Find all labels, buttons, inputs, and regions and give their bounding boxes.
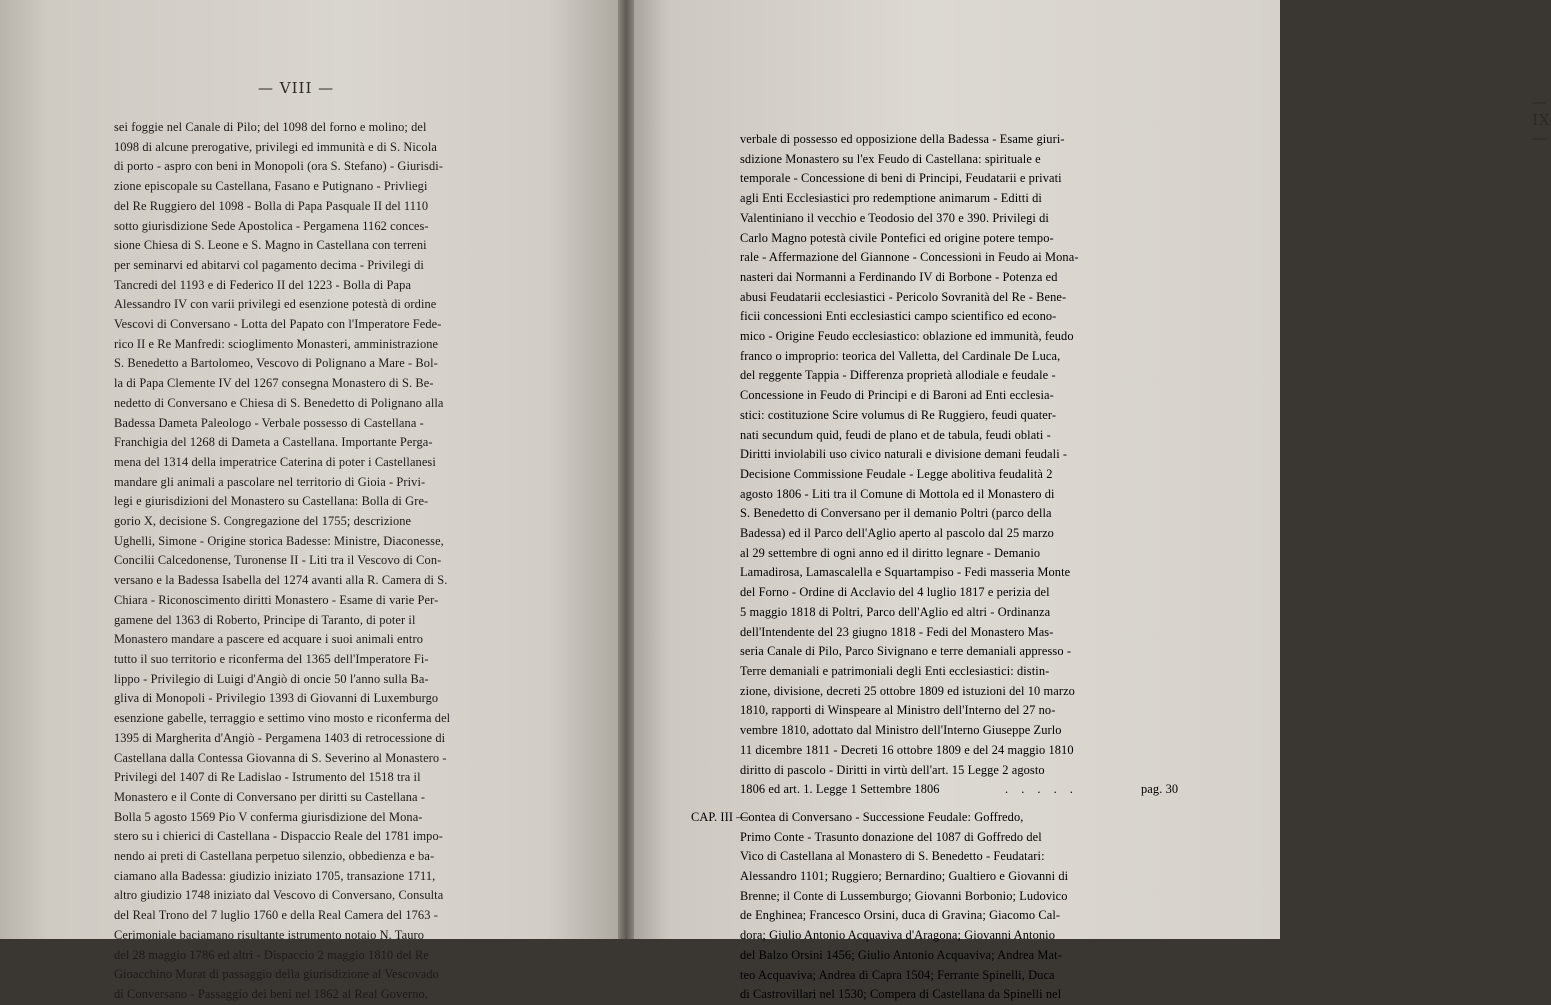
text-line: tutto il suo territorio e riconferma del 1365 dell'Imperatore Fi- <box>114 651 429 666</box>
text-line: lippo - Privilegio di Luigi d'Angiò di oncie 50 l'anno sulla Ba- <box>114 671 429 686</box>
text-line: de Enghinea; Francesco Orsini, duca di Gravina; Giacomo Cal- <box>740 908 1061 923</box>
text-line: agosto 1806 - Liti tra il Comune di Mottola ed il Monastero di <box>740 486 1055 501</box>
text-line: zione episcopale su Castellana, Fasano e Putignano - Privliegi <box>114 179 428 194</box>
text-line: ficii concessioni Enti ecclesiastici campo scientifico ed econo- <box>740 309 1057 324</box>
left-page-text <box>114 118 490 1005</box>
text-line: 1810, rapporti di Winspeare al Ministro dell'Interno del 27 no- <box>740 703 1056 718</box>
text-line: Vico di Castellana al Monastero di S. Benedetto - Feudatari: <box>740 849 1045 864</box>
text-line: vembre 1810, adottato dal Ministro dell'Interno Giuseppe Zurlo <box>740 723 1062 738</box>
text-line: ciamano alla Badessa: giudizio iniziato 1705, transazione 1711, <box>114 868 436 883</box>
text-line: del Real Trono del 7 luglio 1760 e della Real Camera del 1763 - <box>114 908 438 923</box>
toc-entry-page-ref-line <box>740 780 1179 800</box>
text-line: nendo ai preti di Castellana perpetuo silenzio, obbedienza e ba- <box>114 849 435 864</box>
chapter-text: Contea di Conversano - Successione Feudale: Goffredo, <box>740 809 1024 824</box>
text-line: 1395 di Margherita d'Angiò - Pergamena 1403 di retrocessione di <box>114 730 446 745</box>
text-line: Carlo Magno potestà civile Pontefici ed origine potere tempo- <box>740 230 1054 245</box>
text-line: Terre demaniali e patrimoniali degli Enti ecclesiastici: distin- <box>740 663 1050 678</box>
text-line: rale - Affermazione del Giannone - Concessioni in Feudo ai Mona- <box>740 250 1079 265</box>
text-line: di porto - aspro con beni in Monopoli (ora S. Stefano) - Giurisdi- <box>114 159 444 174</box>
text-line: per seminarvi ed abitarvi col pagamento decima - Privilegi di <box>114 257 424 272</box>
text-line: legi e giurisdizioni del Monastero su Castellana: Bolla di Gre- <box>114 494 429 509</box>
text-line: agli Enti Ecclesiastici pro redemptione animarum - Editti di <box>740 191 1042 206</box>
book-gutter <box>618 0 634 939</box>
text-line: Vescovi di Conversano - Lotta del Papato con l'Imperatore Fede- <box>114 317 442 332</box>
text-line: mico - Origine Feudo ecclesiastico: oblazione ed immunità, feudo <box>740 329 1074 344</box>
text-line: zione, divisione, decreti 25 ottobre 1809 ed istuzioni del 10 marzo <box>740 683 1075 698</box>
text-line: Ughelli, Simone - Origine storica Badesse: Ministre, Diaconesse, <box>114 533 444 548</box>
text-line: la di Papa Clemente IV del 1267 consegna Monastero di S. Be- <box>114 376 434 391</box>
text-line: sione Chiesa di S. Leone e S. Magno in Castellana con terreni <box>114 238 427 253</box>
text-line: Badessa) ed il Parco dell'Aglio aperto al pascolo dal 25 marzo <box>740 526 1054 541</box>
text-line: Concilii Calcedonense, Turonense II - Liti tra il Vescovo di Con- <box>114 553 442 568</box>
text-line: 1098 di alcune prerogative, privilegi ed immunità e di S. Nicola <box>114 139 437 154</box>
text-line: diritto di pascolo - Diritti in virtù dell'art. 15 Legge 2 agosto <box>740 762 1045 777</box>
text-line: nedetto di Conversano e Chiesa di S. Benedetto di Polignano alla <box>114 395 444 410</box>
text-line: Primo Conte - Trasunto donazione del 1087 di Goffredo del <box>740 829 1042 844</box>
text-line: 5 maggio 1818 di Poltri, Parco dell'Aglio ed altri - Ordinanza <box>740 604 1051 619</box>
text-line: gorio X, decisione S. Congregazione del 1755; descrizione <box>114 514 412 529</box>
text-line: Badessa Dameta Paleologo - Verbale possesso di Castellana - <box>114 415 424 430</box>
text-line: del reggente Tappia - Differenza proprietà allodiale e feudale - <box>740 368 1056 383</box>
page-number-right: — IX — <box>1532 93 1551 147</box>
text-line: verbale di possesso ed opposizione della Badessa - Esame giuri- <box>740 132 1065 146</box>
text-line: del Forno - Ordine di Acclavio del 4 luglio 1817 e perizia del <box>740 585 1050 600</box>
text-line: Chiara - Riconoscimento diritti Monastero - Esame di varie Per- <box>114 592 439 607</box>
text-line: del 28 maggio 1786 ed altri - Dispaccio 2 maggio 1810 del Re <box>114 947 430 962</box>
text-line: rico II e Re Manfredi: scioglimento Monasteri, amministrazione <box>114 336 439 351</box>
text-line: sdizione Monastero su l'ex Feudo di Castellana: spirituale e <box>740 151 1041 166</box>
text-line: Lamadirosa, Lamascalella e Squartampiso - Fedi masseria Monte <box>740 565 1071 580</box>
text-line: Franchigia del 1268 di Dameta a Castellana. Importante Perga- <box>114 435 433 450</box>
text-line: nati secundum quid, feudi de plano et de tabula, feudi oblati - <box>740 427 1051 442</box>
chapter-label: CAP. III — <box>691 809 749 824</box>
text-line: Monastero e il Conte di Conversano per diritti su Castellana - <box>114 789 426 804</box>
text-line: Valentiniano il vecchio e Teodosio del 370 e 390. Privilegi di <box>740 210 1049 225</box>
page-number-left: — VIII — <box>258 79 335 97</box>
text-line: S. Benedetto a Bartolomeo, Vescovo di Polignano a Mare - Bol- <box>114 356 438 371</box>
text-line: stici: costituzione Scire volumus di Re Ruggiero, feudi quater- <box>740 407 1057 422</box>
text-line: abusi Feudatarii ecclesiastici - Pericolo Sovranità del Re - Bene- <box>740 289 1067 304</box>
text-line: Tancredi del 1193 e di Federico II del 1223 - Bolla di Papa <box>114 277 412 292</box>
text-line: Bolla 5 agosto 1569 Pio V conferma giurisdizione del Mona- <box>114 809 423 824</box>
text-line: Concessione in Feudo di Principi e di Baroni ad Enti ecclesia- <box>740 388 1054 403</box>
text-line: franco o improprio: teorica del Valletta, del Cardinale De Luca, <box>740 348 1061 363</box>
text-line: Alessandro 1101; Ruggiero; Bernardino; Gualtiero e Giovanni di <box>740 869 1069 884</box>
text-line: Brenne; il Conte di Lussemburgo; Giovanni Borbonio; Ludovico <box>740 888 1068 903</box>
entry-gap <box>740 800 1132 808</box>
text-line: Cerimoniale baciamano risultante istrumento notaio N. Tauro <box>114 927 425 942</box>
text-line: Diritti inviolabili uso civico naturali e divisione demani feudali - <box>740 447 1068 462</box>
text-line: dora; Giulio Antonio Acquaviva d'Aragona; Giovanni Antonio <box>740 928 1056 943</box>
dot-leader: . . . . . <box>1005 782 1078 797</box>
text-line: S. Benedetto di Conversano per il demanio Poltri (parco della <box>740 506 1052 521</box>
toc-entry-text: 1806 ed art. 1. Legge 1 Settembre 1806 <box>740 782 940 797</box>
text-line: di Conversano - Passaggio dei beni nel 1862 al Real Governo, <box>114 986 428 1001</box>
text-line: al 29 settembre di ogni anno ed il diritto legnare - Demanio <box>740 545 1041 560</box>
text-line: nasteri dai Normanni a Ferdinando IV di Borbone - Potenza ed <box>740 269 1058 284</box>
text-line: temporale - Concessione di beni di Principi, Feudatarii e privati <box>740 171 1062 186</box>
text-line: Privilegi del 1407 di Re Ladislao - Istrumento del 1518 tra il <box>114 770 421 785</box>
text-line: sei foggie nel Canale di Pilo; del 1098 del forno e molino; del <box>114 120 427 134</box>
left-page <box>0 0 622 1001</box>
text-line: seria Canale di Pilo, Parco Sivignano e terre demaniali appresso - <box>740 644 1072 659</box>
text-line: Monastero mandare a pascere ed acquare i suoi animali entro <box>114 632 423 647</box>
page-reference: pag. 30 <box>1141 782 1179 797</box>
right-page-text <box>691 130 1179 1005</box>
text-line: Castellana dalla Contessa Giovanna di S. Severino al Monastero - <box>114 750 447 765</box>
text-line: esenzione gabelle, terraggio e settimo vino mosto e riconferma del <box>114 711 451 726</box>
text-line: del Re Ruggiero del 1098 - Bolla di Papa Pasquale II del 1110 <box>114 198 429 213</box>
text-line: mena del 1314 della imperatrice Caterina di poter i Castellanesi <box>114 454 436 469</box>
text-line: versano e la Badessa Isabella del 1274 avanti alla R. Camera di S. <box>114 573 448 588</box>
text-line: mandare gli animali a pascolare nel territorio di Gioia - Privi- <box>114 474 426 489</box>
text-line: sotto giurisdizione Sede Apostolica - Pergamena 1162 conces- <box>114 218 429 233</box>
text-line: del Balzo Orsini 1456; Giulio Antonio Acquaviva; Andrea Mat- <box>740 947 1062 962</box>
text-line: Decisione Commissione Feudale - Legge abolitiva feudalità 2 <box>740 466 1053 481</box>
text-line: altro giudizio 1748 iniziato dal Vescovo di Conversano, Consulta <box>114 888 444 903</box>
text-line: Alessandro IV con varii privilegi ed esenzione potestà di ordine <box>114 297 437 312</box>
text-line: Gioacchino Murat di passaggio della giurisdizione al Vescovado <box>114 967 439 982</box>
text-line: gamene del 1363 di Roberto, Principe di Taranto, di poter il <box>114 612 416 627</box>
text-line: teo Acquaviva; Andrea di Capra 1504; Ferrante Spinelli, Duca <box>740 967 1055 982</box>
text-line: di Castrovillari nel 1530; Compera di Castellana da Spinelli nel <box>740 987 1062 1002</box>
text-line: dell'Intendente del 23 giugno 1818 - Fedi del Monastero Mas- <box>740 624 1054 639</box>
text-line: stero su i chierici di Castellana - Dispaccio Reale del 1781 impo- <box>114 829 444 844</box>
text-line: 11 dicembre 1811 - Decreti 16 ottobre 1809 e del 24 maggio 1810 <box>740 742 1074 757</box>
chapter-entry-first-line <box>691 808 1132 828</box>
text-line: gliva di Monopoli - Privilegio 1393 di Giovanni di Luxemburgo <box>114 691 439 706</box>
